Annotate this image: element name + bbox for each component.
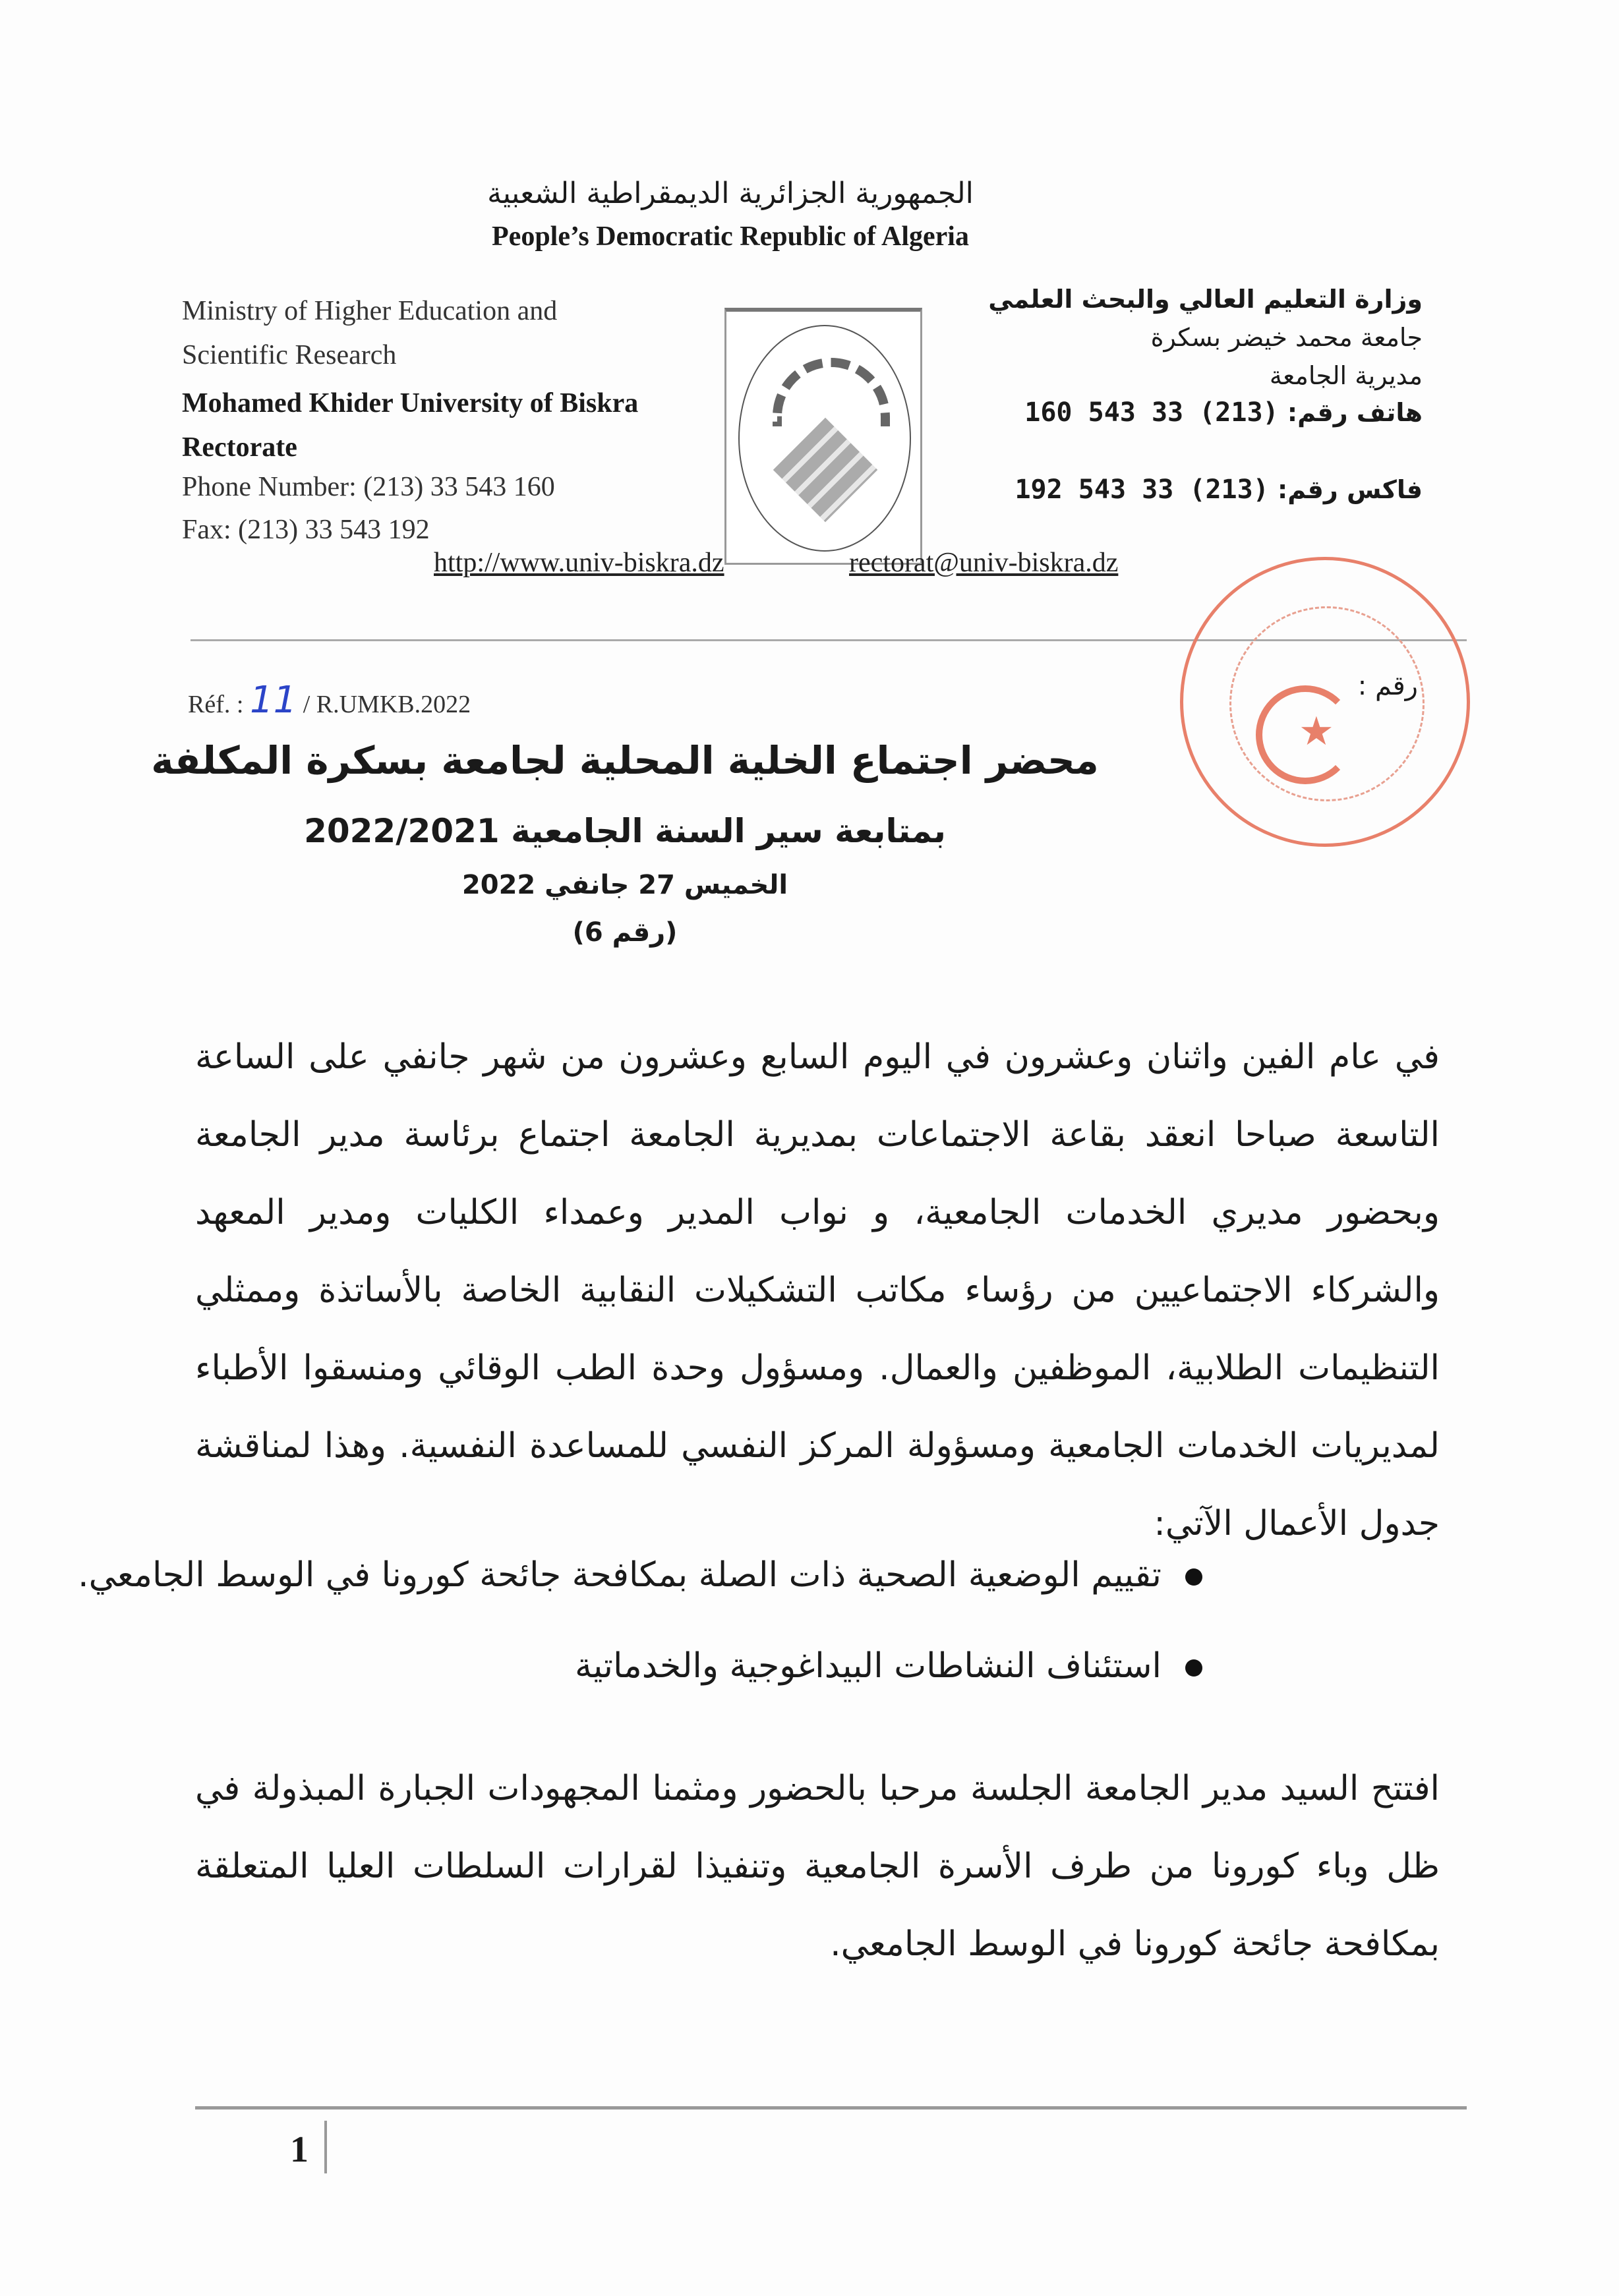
office-arabic: مديرية الجامعة — [1269, 361, 1423, 390]
university-arabic: جامعة محمد خيضر بسكرة — [1150, 323, 1423, 352]
email-link[interactable]: rectorat@univ-biskra.dz — [849, 548, 1119, 578]
agenda-item: تقييم الوضعية الصحية ذات الصلة بمكافحة جائحة كورونا في الوسط الجامعي. — [78, 1555, 1202, 1595]
meeting-date: الخميس 27 جانفي 2022 — [461, 870, 788, 900]
reference — [188, 679, 471, 722]
republic-english: People’s Democratic Republic of Algeria — [492, 221, 969, 252]
second-paragraph: افتتح السيد مدير الجامعة الجلسة مرحبا بالحضور ومثمنا المجهودات الجبارة المبذولة في ظل وباء كورونا من طرف الأسرة الجامعية وتنفيذا لقرارات السلطات العليا المتعلقة بمكافحة جائحة كورونا في الوسط الجامعي. — [195, 1769, 1440, 1964]
university-logo — [724, 308, 922, 565]
phone-arabic — [1024, 397, 1423, 428]
phone-value: (213) 33 543 160 — [1024, 397, 1279, 428]
page-number-separator — [324, 2121, 327, 2173]
ministry-arabic: وزارة التعليم العالي والبحث العلمي — [988, 285, 1423, 314]
fax-value: (213) 33 543 192 — [1015, 474, 1269, 505]
phone-number: Phone Number: (213) 33 543 160 — [182, 472, 555, 502]
page-number: 1 — [290, 2129, 309, 2170]
agenda-item: استئناف النشاطات البيداغوجية والخدماتية — [575, 1646, 1202, 1686]
office-name: Rectorate — [182, 432, 297, 463]
ministry-line-1: Ministry of Higher Education and — [182, 296, 558, 326]
meeting-number: (رقم 6) — [572, 917, 678, 948]
fax-number: Fax: (213) 33 543 192 — [182, 515, 430, 545]
phone-label: هاتف رقم: — [1287, 398, 1423, 427]
ministry-line-2: Scientific Research — [182, 340, 397, 370]
official-stamp: ★ — [1180, 557, 1470, 847]
university-name: Mohamed Khider University of Biskra — [182, 388, 639, 418]
website-link[interactable]: http://www.univ-biskra.dz — [434, 548, 724, 578]
reference-prefix: Réf. : — [188, 691, 244, 718]
fax-arabic — [1015, 474, 1423, 505]
document-title: محضر اجتماع الخلية المحلية لجامعة بسكرة المكلفة — [151, 738, 1099, 783]
document-subtitle: بمتابعة سير السنة الجامعية 2022/2021 — [304, 812, 946, 850]
reference-suffix: / R.UMKB.2022 — [303, 691, 471, 718]
republic-arabic: الجمهورية الجزائرية الديمقراطية الشعبية — [487, 177, 974, 210]
reference-label-arabic: رقم : — [1357, 671, 1418, 701]
reference-number: 11 — [249, 679, 297, 722]
footer-divider — [195, 2106, 1467, 2109]
fax-label: فاكس رقم: — [1278, 475, 1423, 504]
opening-paragraph: في عام الفين واثنان وعشرون في اليوم السابع وعشرون من شهر جانفي على الساعة التاسعة صباحا انعقد بقاعة الاجتماعات بمديرية الجامعة اجتماع برئاسة مدير الجامعة وبحضور مديري الخدمات الجامعية، و نواب المدير وعمداء الكليات ومدير المعهد والشركاء الاجتماعيين من رؤساء مكاتب التشكيلات النقابية الخاصة بالأساتذة وممثلي التنظيمات الطلابية، الموظفين والعمال. ومسؤول وحدة الطب الوقائي ومنسقوا الأطباء لمديريات الخدمات الجامعية ومسؤولة المركز النفسي للمساعدة النفسية. وهذا لمناقشة جدول الأعمال الآتي: — [195, 1037, 1440, 1543]
